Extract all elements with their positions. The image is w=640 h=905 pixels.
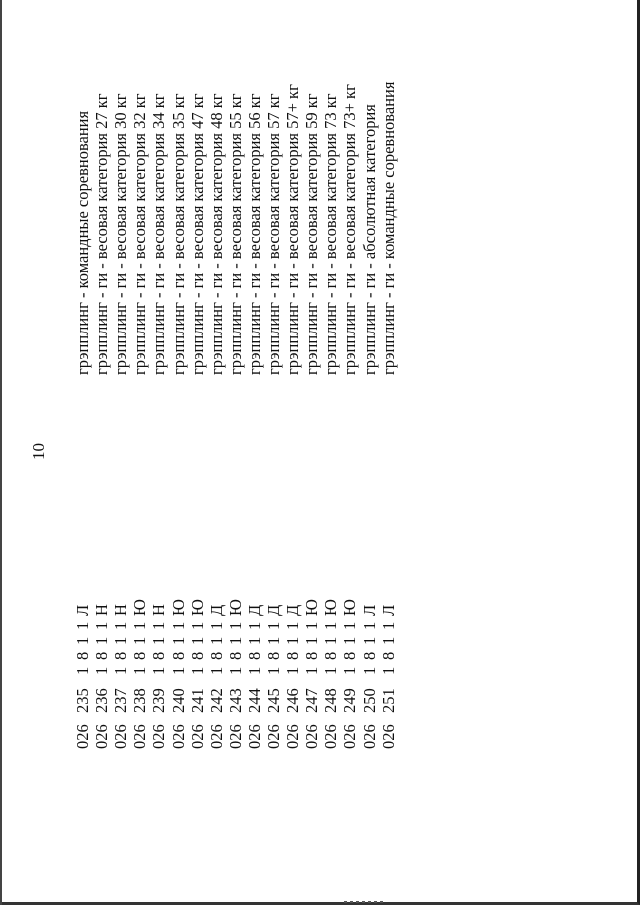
code-sport: 026 (302, 724, 322, 749)
code-gender-age: Д (283, 604, 303, 616)
code-discipline: 241 (187, 688, 207, 713)
discipline-name: грэпплинг - ги - весовая категория 73 кг (321, 93, 341, 375)
code-part-3: 1 (168, 666, 188, 675)
code-part-5: 1 (92, 636, 112, 645)
discipline-name: грэпплинг - ги - весовая категория 59 кг (302, 93, 322, 375)
code-part-4: 8 (168, 651, 188, 660)
code-part-4: 8 (359, 651, 379, 660)
code-discipline: 244 (244, 688, 264, 713)
code-sport: 026 (321, 724, 341, 749)
code-part-5: 1 (359, 636, 379, 645)
code-discipline: 245 (264, 688, 283, 713)
code-part-6: 1 (359, 621, 379, 630)
code-part-6: 1 (111, 621, 131, 630)
code-gender-age: Ю (321, 599, 341, 616)
code-part-4: 8 (130, 651, 150, 660)
code-discipline: 242 (206, 688, 226, 713)
discipline-name: грэпплинг - ги - командные соревнования (378, 81, 398, 375)
code-part-5: 1 (264, 636, 283, 645)
code-part-6: 1 (378, 621, 398, 630)
code-part-6: 1 (302, 621, 322, 630)
code-part-6: 1 (92, 621, 112, 630)
code-part-3: 1 (244, 666, 264, 675)
code-sport: 026 (244, 724, 264, 749)
code-discipline: 238 (130, 688, 150, 713)
code-part-6: 1 (283, 621, 303, 630)
code-gender-age: Л (359, 604, 379, 616)
code-sport: 026 (225, 724, 245, 749)
code-discipline: 249 (340, 688, 360, 713)
code-sport: 026 (92, 724, 112, 749)
code-discipline: 248 (321, 688, 341, 713)
code-part-3: 1 (149, 666, 169, 675)
code-discipline: 247 (302, 688, 322, 713)
discipline-name: грэпплинг - ги - весовая категория 35 кг (168, 93, 188, 375)
code-part-5: 1 (73, 636, 92, 645)
code-part-3: 1 (378, 666, 398, 675)
scan-edge-mark (344, 901, 384, 903)
code-sport: 026 (264, 724, 283, 749)
code-part-3: 1 (187, 666, 207, 675)
code-part-3: 1 (340, 666, 360, 675)
code-part-4: 8 (264, 651, 283, 660)
code-sport: 026 (359, 724, 379, 749)
code-gender-age: Д (206, 604, 226, 616)
code-gender-age: Л (378, 604, 398, 616)
code-discipline: 239 (149, 688, 169, 713)
discipline-name: грэпплинг - ги - весовая категория 30 кг (111, 93, 131, 375)
code-part-6: 1 (244, 621, 264, 630)
code-part-6: 1 (340, 621, 360, 630)
discipline-name: грэпплинг - ги - абсолютная категория (359, 104, 379, 375)
code-part-5: 1 (244, 636, 264, 645)
code-part-6: 1 (130, 621, 150, 630)
discipline-name: грэпплинг - ги - весовая категория 57 кг (264, 93, 283, 375)
code-discipline: 237 (111, 688, 131, 713)
code-part-4: 8 (225, 651, 245, 660)
code-sport: 026 (378, 724, 398, 749)
code-part-6: 1 (321, 621, 341, 630)
code-part-4: 8 (111, 651, 131, 660)
code-part-3: 1 (73, 666, 92, 675)
code-part-5: 1 (283, 636, 303, 645)
code-part-4: 8 (340, 651, 360, 660)
code-part-3: 1 (359, 666, 379, 675)
code-gender-age: Ю (340, 599, 360, 616)
code-part-6: 1 (225, 621, 245, 630)
code-part-3: 1 (283, 666, 303, 675)
code-part-4: 8 (321, 651, 341, 660)
code-part-6: 1 (149, 621, 169, 630)
code-part-5: 1 (111, 636, 131, 645)
code-gender-age: Ю (130, 599, 150, 616)
code-part-6: 1 (187, 621, 207, 630)
discipline-name: грэпплинг - ги - весовая категория 73+ кг (340, 84, 360, 375)
code-gender-age: Н (111, 604, 131, 616)
code-gender-age: Д (264, 604, 283, 616)
code-part-6: 1 (73, 621, 92, 630)
code-part-3: 1 (321, 666, 341, 675)
code-gender-age: Ю (187, 599, 207, 616)
code-part-6: 1 (206, 621, 226, 630)
code-part-5: 1 (340, 636, 360, 645)
code-gender-age: Ю (168, 599, 188, 616)
code-part-3: 1 (206, 666, 226, 675)
code-part-5: 1 (225, 636, 245, 645)
code-part-5: 1 (321, 636, 341, 645)
code-discipline: 251 (378, 688, 398, 713)
code-part-3: 1 (130, 666, 150, 675)
code-part-3: 1 (92, 666, 112, 675)
code-sport: 026 (111, 724, 131, 749)
code-part-6: 1 (168, 621, 188, 630)
code-discipline: 246 (283, 688, 303, 713)
discipline-name: грэпплинг - командные соревнования (73, 110, 92, 375)
code-part-4: 8 (283, 651, 303, 660)
code-part-4: 8 (206, 651, 226, 660)
code-part-5: 1 (378, 636, 398, 645)
code-discipline: 236 (92, 688, 112, 713)
discipline-name: грэпплинг - ги - весовая категория 47 кг (187, 93, 207, 375)
code-sport: 026 (130, 724, 150, 749)
code-part-5: 1 (149, 636, 169, 645)
code-sport: 026 (187, 724, 207, 749)
discipline-name: грэпплинг - ги - весовая категория 56 кг (244, 93, 264, 375)
code-part-4: 8 (378, 651, 398, 660)
code-sport: 026 (340, 724, 360, 749)
code-part-3: 1 (111, 666, 131, 675)
code-gender-age: Ю (302, 599, 322, 616)
code-sport: 026 (206, 724, 226, 749)
discipline-name: грэпплинг - ги - весовая категория 34 кг (149, 93, 169, 375)
code-part-5: 1 (130, 636, 150, 645)
code-part-6: 1 (264, 621, 283, 630)
code-discipline: 240 (168, 688, 188, 713)
code-part-3: 1 (302, 666, 322, 675)
code-part-3: 1 (225, 666, 245, 675)
code-sport: 026 (73, 724, 92, 749)
code-part-5: 1 (206, 636, 226, 645)
page-number: 10 (29, 443, 48, 460)
code-part-5: 1 (187, 636, 207, 645)
code-discipline: 250 (359, 688, 379, 713)
code-part-4: 8 (149, 651, 169, 660)
discipline-name: грэпплинг - ги - весовая категория 27 кг (92, 93, 112, 375)
code-part-4: 8 (92, 651, 112, 660)
code-part-4: 8 (187, 651, 207, 660)
code-part-3: 1 (264, 666, 283, 675)
code-gender-age: Ю (225, 599, 245, 616)
code-sport: 026 (283, 724, 303, 749)
code-gender-age: Л (73, 604, 92, 616)
discipline-name: грэпплинг - ги - весовая категория 57+ кг (283, 84, 303, 375)
code-gender-age: Д (244, 604, 264, 616)
discipline-name: грэпплинг - ги - весовая категория 32 кг (130, 93, 150, 375)
code-part-5: 1 (168, 636, 188, 645)
code-part-5: 1 (302, 636, 322, 645)
discipline-name: грэпплинг - ги - весовая категория 55 кг (225, 93, 245, 375)
code-discipline: 235 (73, 688, 92, 713)
code-gender-age: Н (149, 604, 169, 616)
code-part-4: 8 (302, 651, 322, 660)
code-part-4: 8 (73, 651, 92, 660)
code-sport: 026 (168, 724, 188, 749)
code-part-4: 8 (244, 651, 264, 660)
code-discipline: 243 (225, 688, 245, 713)
code-gender-age: Н (92, 604, 112, 616)
discipline-name: грэпплинг - ги - весовая категория 48 кг (206, 93, 226, 375)
code-sport: 026 (149, 724, 169, 749)
